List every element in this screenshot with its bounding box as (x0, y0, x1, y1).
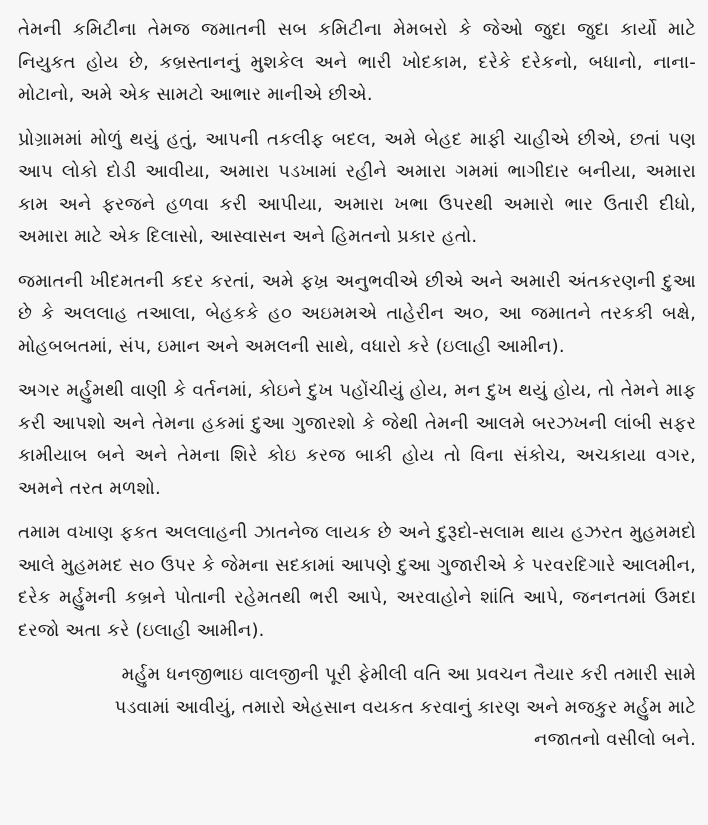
paragraph-jamaat-prayer: જમાતની ખીદમતની કદર કરતાં, અમે ફખ્ર અનુભવીએ છીએ અને અમારી અંતકરણની દુઆ છે કે અલલાહ તઆલા, બેહકકે હ૦ અઇમમએ તાહેરીન અ૦, આ જમાતને તરકકી બક્ષે, મોહબબતમાં, સંપ, ઇમાન અને અમલની સાથે, વધારો કરે (ઇલાહી આમીન). (18, 270, 696, 357)
paragraph-program-apology: પ્રોગ્રામમાં મોળું થયું હતું, આપની તકલીફ બદલ, અમે બેહદ માફી ચાહીએ છીએ, છતાં પણ આપ લોકો દોડી આવીયા, અમારા પડખામાં રહીને અમારા ગમમાં ભાગીદાર બનીયા, અમારા કામ અને ફરજને હળવા કરી આપીયા, અમારા ખભા ઉપરથી અમારો ભાર ઉતારી દીધો, અમારા માટે એક દિલાસો, આસ્વાસન અને હિમતનો પ્રકાર હતો. (18, 128, 696, 247)
closing-note: મર્હુમ ધનજીભાઇ વાલજીની પૂરી ફેમીલી વતિ આ પ્રવચન તૈયાર કરી તમારી સામે પડવામાં આવીયું, તમારો એહસાન વયકત કરવાનું કારણ અને મજકુર મર્હુમ માટે નજાતનો વસીલો બને. (114, 664, 696, 750)
paragraph-forgiveness-request: અગર મર્હુમથી વાણી કે વર્તનમાં, કોઇને દુખ પહોંચીયું હોય, મન દુખ થયું હોય, તો તેમને માફ કરી આપશો અને તેમના હકમાં દુઆ ગુજારશો કે જેથી તેમની આલમે બરઝખની લાંબી સફર કામીયાબ બને અને તેમના શિરે કોઇ કરજ બાકી હોય તો વિના સંકોચ, અચકાયા વગર, અમને તરત મળશો. (18, 380, 696, 499)
paragraph-committee-thanks: તેમની કમિટીના તેમજ જમાતની સબ કમિટીના મેમબરો કે જેઓ જુદા જુદા કાર્યો માટે નિયુકત હોય છે, કબ્રસ્તાનનું મુશકેલ અને ભારી ખોદકામ, દરેકે દરેકનો, બધાનો, નાના-મોટાનો, અમે એક સામટો આભાર માનીએ છીએ. (18, 19, 696, 105)
paragraph-praise-blessings: તમામ વખાણ ફકત અલલાહની ઝાતનેજ લાયક છે અને દુરૂદો-સલામ થાય હઝરત મુહમમદો આલે મુહમમદ સ૦ ઉપર કે જેમના સદકામાં આપણે દુઆ ગુજારીએ કે પરવરદિગારે આલમીન, દરેક મર્હુમની કબ્રને પોતાની રહેમતથી ભરી આપે, અરવાહોને શાંતિ આપે, જનનતમાં ઉમદા દરજો અતા કરે (ઇલાહી આમીન). (18, 522, 696, 641)
